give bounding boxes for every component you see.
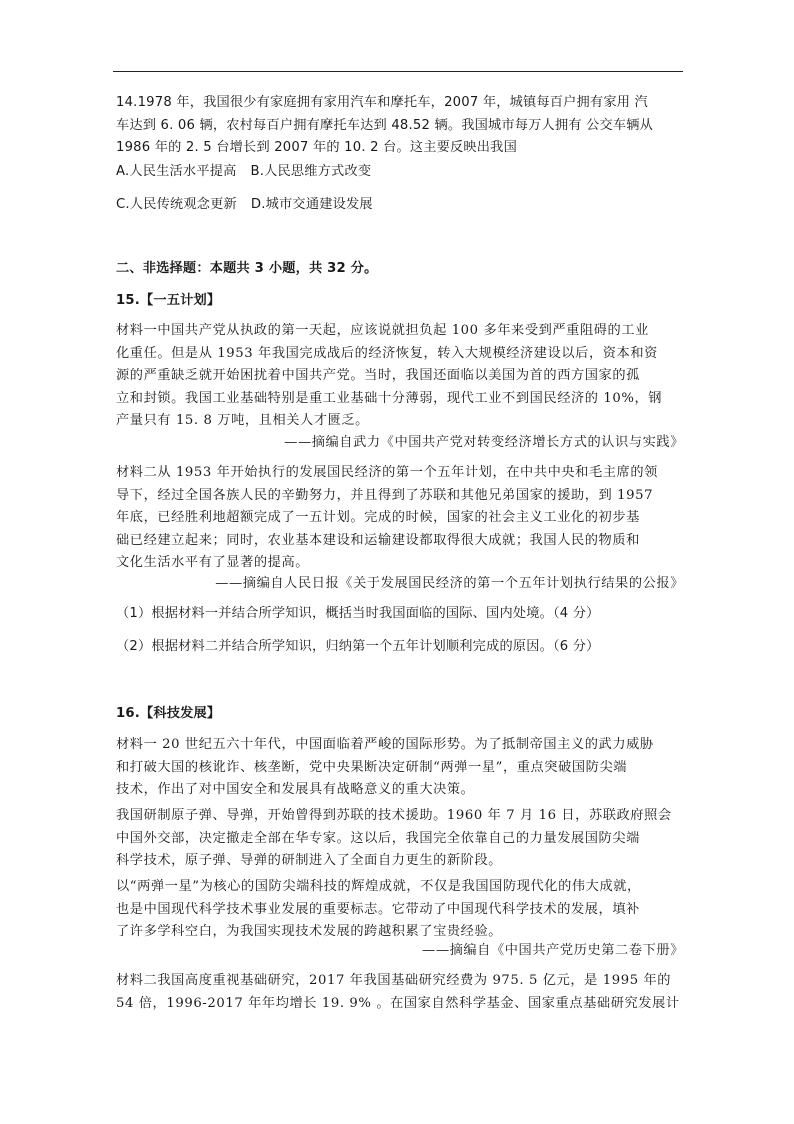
text-line: 科学技术，原子弹、导弹的研制进入了全面自力更生的新阶段。	[116, 853, 503, 868]
text-line: 立和封锁。我国工业基础特别是重工业基础十分薄弱，现代工业不到国民经济的 10%，钢	[116, 390, 663, 406]
q14-stem	[116, 92, 684, 160]
text-line: 了许多学科空白，为我国实现技术发展的跨越积累了宝贵经验。	[116, 924, 503, 939]
text-line: 材料一中国共产党从执政的第一天起，应该说就担负起 100 多年来受到严重阻碍的工业	[116, 323, 649, 338]
q14-option-c: C.人民传统观念更新	[116, 197, 237, 212]
text-line: 我国研制原子弹、导弹，开始曾得到苏联的技术援助。1960 年 7 月 16 日，苏联政府照会	[116, 808, 672, 823]
text-line: 材料二我国高度重视基础研究，2017 年我国基础研究经费为 975. 5 亿元，是 1995 年的	[116, 973, 672, 988]
q15-subquestion-1: （1）根据材料一并结合所学知识，概括当时我国面临的国际、国内处境。（4 分）	[116, 606, 600, 621]
text-line: 以“两弹一星”为核心的国防尖端科技的辉煌成就，不仅是我国国防现代化的伟大成就，	[116, 879, 641, 894]
q14-option-b: B.人民思维方式改变	[250, 164, 372, 179]
q15-source-1: ——摘编自武力《中国共产党对转变经济增长方式的认识与实践》	[284, 435, 684, 450]
text-line: 础已经建立起来；同时，农业基本建设和运输建设都取得很大成就；我国人民的物质和	[116, 532, 640, 548]
text-line: 化重任。但是从 1953 年我国完成战后的经济恢复，转入大规模经济建设以后，资本和资	[116, 345, 658, 361]
q14-line: 车达到 6. 06 辆，农村每百户拥有摩托车达到 48.52 辆。我国城市每万人拥有 公交车辆从	[116, 117, 654, 133]
text-line: 中国外交部，决定撤走全部在华专家。这以后，我国完全依靠自己的力量发展国防尖端	[116, 830, 640, 846]
text-line: 54 倍，1996-2017 年年均增长 19. 9% 。在国家自然科学基金、国家重点基础研究发展计	[116, 995, 680, 1011]
q15-material-2	[116, 462, 684, 575]
text-line: 年底，已经胜利地超额完成了一五计划。完成的时候，国家的社会主义工业化的初步基	[116, 510, 640, 525]
q16-material-2	[116, 970, 684, 1015]
q14-option-a: A.人民生活水平提高	[116, 164, 237, 179]
q15-source-2: ——摘编自人民日报《关于发展国民经济的第一个五年计划执行结果的公报》	[215, 576, 684, 591]
q16-title: 16.【科技发展】	[116, 706, 221, 721]
q14-option-d: D.城市交通建设发展	[250, 197, 373, 212]
text-line: 材料一 20 世纪五六十年代，中国面临着严峻的国际形势。为了抵制帝国主义的武力威胁	[116, 737, 654, 752]
text-line: 源的严重缺乏就开始困扰着中国共产党。当时，我国还面临以美国为首的西方国家的孤	[116, 368, 640, 383]
text-line: 技术，作出了对中国安全和发展具有战略意义的重大决策。	[116, 782, 475, 797]
text-line: 导下，经过全国各族人民的辛勤努力，并且得到了苏联和其他兄弟国家的援助，到 1957	[116, 487, 654, 503]
text-line: 材料二从 1953 年开始执行的发展国民经济的第一个五年计划，在中共中央和毛主席的领	[116, 465, 658, 480]
header-rule	[113, 71, 683, 72]
q15-material-1	[116, 320, 684, 433]
q14-line: 1986 年的 2. 5 台增长到 2007 年的 10. 2 台。这主要反映出我国	[116, 140, 517, 155]
q15-subquestion-2: （2）根据材料二并结合所学知识，归纳第一个五年计划顺利完成的原因。（6 分）	[116, 639, 600, 654]
q16-material-1-p3	[116, 876, 684, 944]
q16-material-1-p2	[116, 805, 684, 873]
q15-title: 15.【一五计划】	[116, 293, 221, 308]
q16-material-1-p1	[116, 734, 684, 802]
text-line: 产量只有 15. 8 万吨，且相关人才匮乏。	[116, 413, 369, 428]
section-2-title: 二、非选择题：本题共 3 小题，共 32 分。	[116, 261, 378, 276]
q14-options-row-2	[116, 194, 684, 217]
text-line: 也是中国现代科学技术事业发展的重要标志。它带动了中国现代科学技术的发展，填补	[116, 901, 640, 917]
text-line: 文化生活水平有了显著的提高。	[116, 555, 310, 570]
q14-line: 14.1978 年，我国很少有家庭拥有家用汽车和摩托车，2007 年，城镇每百户拥有家用 汽	[116, 95, 648, 110]
q16-source-1: ——摘编自《中国共产党历史第二卷下册》	[422, 943, 684, 958]
text-line: 和打破大国的核讹诈、核垄断，党中央果断决定研制“两弹一星”，重点突破国防尖端	[116, 759, 628, 775]
q14-options-row-1	[116, 161, 684, 184]
